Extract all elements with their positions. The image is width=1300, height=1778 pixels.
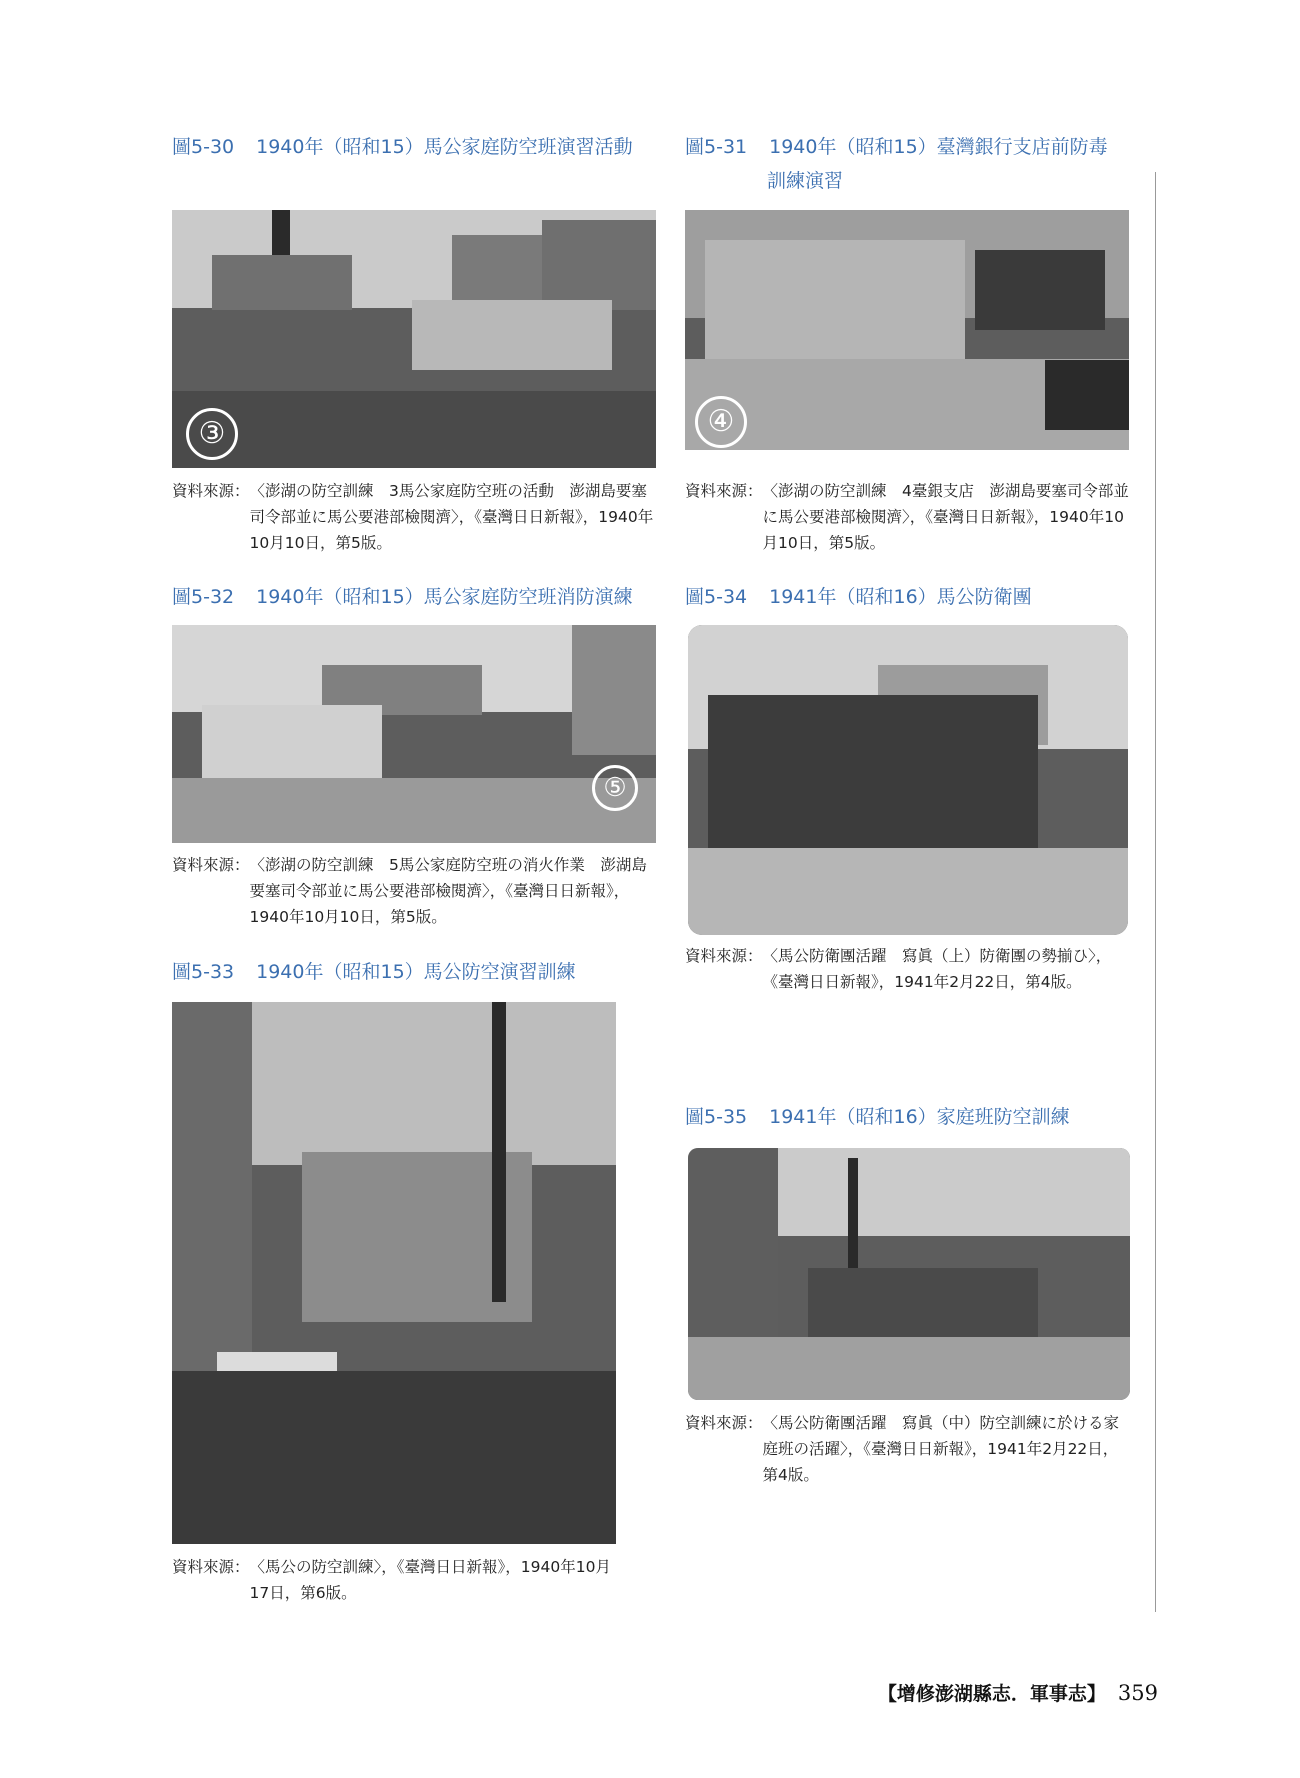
figure-caption — [172, 1554, 618, 1606]
figure-number: 圖5-32 — [172, 586, 235, 608]
photo-household-unit-air-defense — [688, 1148, 1130, 1400]
caption-label: 資料來源： — [172, 482, 250, 500]
figure-number: 圖5-31 — [685, 136, 748, 158]
photo-mako-defense-corps — [688, 625, 1128, 935]
figure-caption — [172, 852, 658, 930]
figure-title — [172, 130, 633, 164]
photo-number-badge: ④ — [695, 396, 747, 448]
figure-caption — [172, 478, 658, 556]
figure-title-text: 1940年（昭和15）馬公家庭防空班演習活動 — [256, 136, 633, 158]
caption-text: 〈馬公の防空訓練〉，《臺灣日日新報》，1940年10月17日，第6版。 — [249, 1558, 611, 1602]
caption-text: 〈馬公防衛團活躍 寫眞（上）防衛團の勢揃ひ〉，《臺灣日日新報》，1941年2月22日，第4版。 — [762, 947, 1112, 991]
caption-label: 資料來源： — [685, 482, 763, 500]
figure-title-text: 1941年（昭和16）家庭班防空訓練 — [769, 1106, 1070, 1128]
figure-number: 圖5-34 — [685, 586, 748, 608]
caption-label: 資料來源： — [685, 947, 763, 965]
page-number: 359 — [1117, 1681, 1158, 1705]
caption-text: 〈澎湖の防空訓練 3馬公家庭防空班の活動 澎湖島要塞司令部並に馬公要港部檢閱濟〉，《臺灣日日新報》，1940年10月10日，第5版。 — [249, 482, 654, 552]
figure-number: 圖5-35 — [685, 1106, 748, 1128]
figure-caption — [685, 1410, 1131, 1488]
figure-caption — [685, 478, 1131, 556]
photo-number-badge: ③ — [186, 408, 238, 460]
figure-title-text: 1940年（昭和15）臺灣銀行支店前防毒 — [769, 136, 1108, 158]
figure-number: 圖5-30 — [172, 136, 235, 158]
series-title: 【增修澎湖縣志．軍事志】 — [877, 1683, 1106, 1705]
figure-title-text: 1940年（昭和15）馬公防空演習訓練 — [256, 961, 576, 983]
photo-number-badge: ⑤ — [592, 765, 638, 811]
figure-title — [685, 1100, 1070, 1134]
photo-bank-branch-gas-drill — [685, 210, 1129, 450]
figure-title-text: 1941年（昭和16）馬公防衛團 — [769, 586, 1032, 608]
caption-label: 資料來源： — [685, 1414, 763, 1432]
figure-title — [172, 580, 633, 614]
figure-caption — [685, 943, 1131, 995]
caption-text: 〈澎湖の防空訓練 5馬公家庭防空班の消火作業 澎湖島要塞司令部並に馬公要港部檢閱濟〉，《臺灣日日新報》，1940年10月10日，第5版。 — [249, 856, 647, 926]
figure-title — [685, 130, 1108, 198]
caption-text: 〈澎湖の防空訓練 4臺銀支店 澎湖島要塞司令部並に馬公要港部檢閱濟〉，《臺灣日日新報》，1940年10月10日，第5版。 — [762, 482, 1129, 552]
figure-title-continued: 訓練演習 — [767, 170, 844, 192]
photo-mako-air-defense-exercise — [172, 1002, 616, 1544]
figure-title — [685, 580, 1032, 614]
caption-text: 〈馬公防衛團活躍 寫眞（中）防空訓練に於ける家庭班の活躍〉，《臺灣日日新報》，1941年2月22日，第4版。 — [762, 1414, 1120, 1484]
caption-label: 資料來源： — [172, 1558, 250, 1576]
figure-title-text: 1940年（昭和15）馬公家庭防空班消防演練 — [256, 586, 633, 608]
caption-label: 資料來源： — [172, 856, 250, 874]
figure-title — [172, 955, 576, 989]
margin-rule — [1155, 172, 1156, 1612]
figure-number: 圖5-33 — [172, 961, 235, 983]
photo-fire-fighting-drill — [172, 625, 656, 843]
photo-air-defense-drill — [172, 210, 656, 468]
page-footer — [878, 1679, 1158, 1706]
